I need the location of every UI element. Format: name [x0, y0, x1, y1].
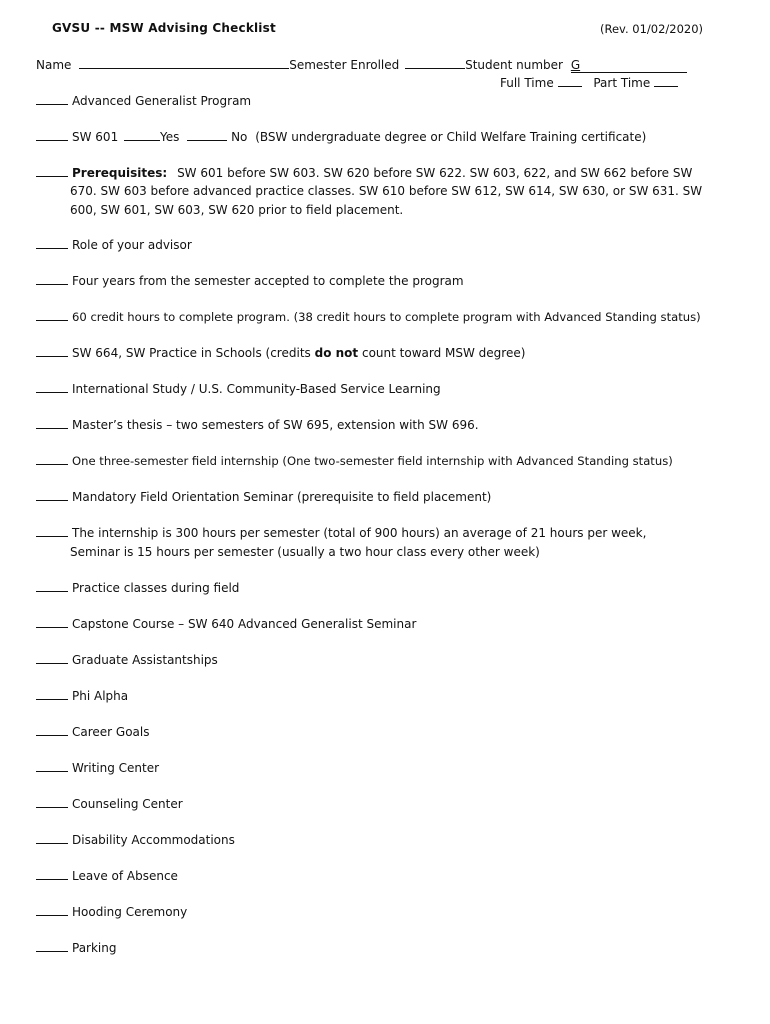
list-item [36, 725, 150, 739]
student-number-label: Student number [465, 58, 563, 72]
semester-field[interactable] [405, 58, 465, 69]
check-blank[interactable] [36, 869, 68, 880]
list-item [36, 761, 159, 775]
list-item [36, 310, 701, 324]
item-text: Career Goals [72, 725, 150, 739]
item-text: Graduate Assistantships [72, 653, 218, 667]
item-text: International Study / U.S. Community-Based Service Learning [72, 382, 441, 396]
check-blank[interactable] [36, 130, 68, 141]
list-item [36, 346, 525, 360]
check-blank[interactable] [36, 941, 68, 952]
check-blank[interactable] [36, 725, 68, 736]
item-text: Master’s thesis – two semesters of SW 695, extension with SW 696. [72, 418, 479, 432]
list-item [36, 869, 178, 883]
item-text: Capstone Course – SW 640 Advanced Generalist Seminar [72, 617, 417, 631]
check-blank[interactable] [36, 761, 68, 772]
item-text: Role of your advisor [72, 238, 192, 252]
no-blank[interactable] [187, 130, 227, 141]
student-number-prefix: G [570, 58, 581, 72]
check-blank[interactable] [36, 238, 68, 249]
item-text: The internship is 300 hours per semester (total of 900 hours) an average of 21 hours per week, [72, 526, 647, 540]
list-item [36, 941, 117, 955]
item-text: count toward MSW degree) [361, 346, 526, 360]
item-text: Practice classes during field [72, 581, 240, 595]
list-item [36, 905, 187, 919]
item-text: 60 credit hours to complete program. (38 credit hours to complete program with Advanced Standing status) [72, 310, 701, 324]
check-blank[interactable] [36, 490, 68, 501]
part-time-label: Part Time [593, 76, 651, 90]
list-item [36, 833, 235, 847]
list-item [36, 653, 218, 667]
check-blank[interactable] [36, 617, 68, 628]
item-text: Hooding Ceremony [72, 905, 188, 919]
list-item [36, 581, 239, 595]
list-item [36, 617, 416, 631]
prerequisites-line: SW 601 before SW 603. SW 620 before SW 622. SW 603, 622, and SW 662 before SW [177, 166, 693, 180]
check-blank[interactable] [36, 94, 68, 105]
list-item [36, 689, 128, 703]
part-time-field[interactable] [654, 76, 678, 87]
check-blank[interactable] [36, 310, 68, 321]
check-blank[interactable] [36, 274, 68, 285]
list-item [36, 238, 192, 252]
item-text: Advanced Generalist Program [72, 94, 252, 108]
check-blank[interactable] [36, 382, 68, 393]
name-field[interactable] [79, 58, 289, 69]
list-item [36, 454, 673, 468]
name-label: Name [36, 58, 72, 72]
revision-date: (Rev. 01/02/2020) [600, 22, 704, 36]
student-number-field[interactable] [571, 58, 687, 73]
item-text: Leave of Absence [72, 869, 178, 883]
list-item [36, 130, 646, 144]
list-item [36, 94, 251, 108]
check-blank[interactable] [36, 454, 68, 465]
item-text: One three-semester field internship (One two-semester field internship with Advanced Standing status) [72, 454, 673, 468]
check-blank[interactable] [36, 166, 68, 177]
item-emphasis: do not [314, 346, 359, 360]
check-blank[interactable] [36, 833, 68, 844]
full-time-field[interactable] [558, 76, 582, 87]
list-item [36, 382, 441, 396]
item-text: Parking [72, 941, 117, 955]
enrollment-status-row [500, 76, 678, 90]
check-blank[interactable] [36, 418, 68, 429]
check-blank[interactable] [36, 797, 68, 808]
prerequisites-line: 600, SW 601, SW 603, SW 620 prior to field placement. [70, 203, 404, 217]
list-item [36, 490, 491, 504]
check-blank[interactable] [36, 581, 68, 592]
yes-blank[interactable] [124, 130, 160, 141]
prerequisites-label: Prerequisites: [72, 166, 168, 180]
item-text: Mandatory Field Orientation Seminar (prerequisite to field placement) [72, 490, 492, 504]
check-blank[interactable] [36, 346, 68, 357]
check-blank[interactable] [36, 689, 68, 700]
item-text: Writing Center [72, 761, 160, 775]
page-title: GVSU -- MSW Advising Checklist [52, 21, 276, 35]
item-text: Four years from the semester accepted to complete the program [72, 274, 464, 288]
item-text: SW 664, SW Practice in Schools (credits [72, 346, 311, 360]
item-text-continued: Seminar is 15 hours per semester (usually a two hour class every other week) [70, 545, 540, 559]
yes-label: Yes [160, 130, 180, 144]
check-blank[interactable] [36, 905, 68, 916]
list-item [36, 418, 479, 432]
item-text: Counseling Center [72, 797, 183, 811]
list-item [36, 274, 464, 288]
list-item [36, 797, 183, 811]
full-time-label: Full Time [500, 76, 554, 90]
check-blank[interactable] [36, 653, 68, 664]
list-item-prerequisites [36, 166, 692, 180]
item-text: Phi Alpha [72, 689, 129, 703]
prerequisites-line: 670. SW 603 before advanced practice classes. SW 610 before SW 612, SW 614, SW 630, or SW 631. SW [70, 184, 703, 198]
check-blank[interactable] [36, 526, 68, 537]
item-text: Disability Accommodations [72, 833, 235, 847]
item-text: SW 601 [72, 130, 119, 144]
student-info-row [36, 58, 687, 73]
semester-label: Semester Enrolled [289, 58, 400, 72]
no-label: No [231, 130, 248, 144]
item-note: (BSW undergraduate degree or Child Welfare Training certificate) [255, 130, 647, 144]
list-item-internship-hours [36, 526, 646, 540]
